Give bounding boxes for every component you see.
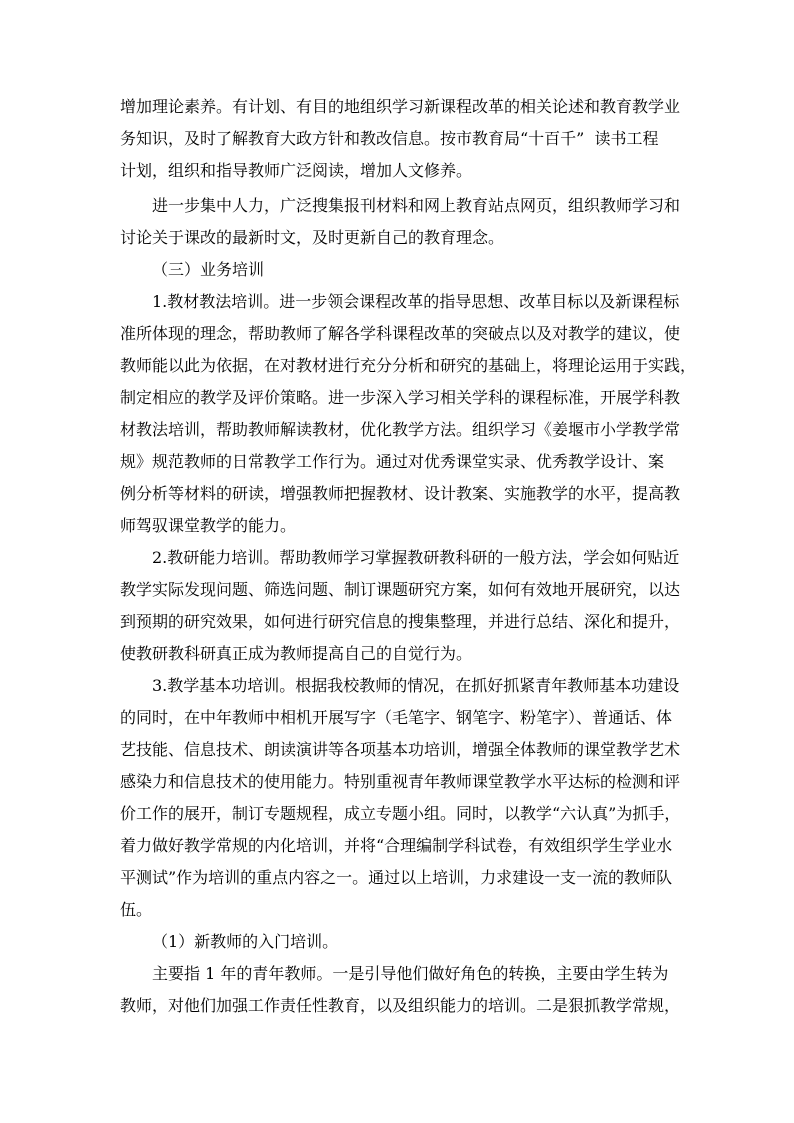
text-line: 艺技能、信息技术、朗读演讲等各项基本功培训，增强全体教师的课堂教学艺术 xyxy=(120,740,681,759)
text-line: 教师，对他们加强工作责任性教育，以及组织能力的培训。二是狠抓教学常规， xyxy=(120,996,681,1015)
text-line: 材教法培训，帮助教师解读教材，优化教学方法。组织学习《姜堰市小学教学常 xyxy=(120,420,681,439)
paragraph-start-line: 3.教学基本功培训。根据我校教师的情况，在抓好抓紧青年教师基本功建设 xyxy=(152,676,680,695)
text-line: 制定相应的教学及评价策略。进一步深入学习相关学科的课程标准，开展学科教 xyxy=(120,388,681,407)
paragraph-start-line: 2.教研能力培训。帮助教师学习掌握教研教科研的一般方法，学会如何贴近 xyxy=(152,548,680,567)
text-line: 准所体现的理念，帮助教师了解各学科课程改革的突破点以及对教学的建议，使 xyxy=(120,324,681,343)
text-line: 教学实际发现问题、筛选问题、制订课题研究方案，如何有效地开展研究，以达 xyxy=(120,580,681,599)
text-line: 着力做好教学常规的内化培训，并将“合理编制学科试卷，有效组织学生学业水 xyxy=(120,836,673,855)
text-line: 计划，组织和指导教师广泛阅读，增加人文修养。 xyxy=(120,161,473,180)
text-line: 教师能以此为依据，在对教材进行充分分析和研究的基础上，将理论运用于实践， xyxy=(120,356,697,375)
text-line: 感染力和信息技术的使用能力。特别重视青年教师课堂教学水平达标的检测和评 xyxy=(120,772,681,791)
sub-heading: （1）新教师的入门培训。 xyxy=(152,932,339,951)
text-line: 使教研教科研真正成为教师提高自己的自觉行为。 xyxy=(120,644,473,663)
text-line: 价工作的展开，制订专题规程，成立专题小组。同时，以教学“六认真”为抓手， xyxy=(120,804,681,823)
paragraph-start-line: 进一步集中人力，广泛搜集报刊材料和网上教育站点网页，组织教师学习和 xyxy=(152,196,681,215)
text-line: 平测试”作为培训的重点内容之一。通过以上培训，力求建设一支一流的教师队 xyxy=(120,868,673,887)
text-line: 伍。 xyxy=(120,900,153,919)
paragraph-start-line: 主要指 1 年的青年教师。一是引导他们做好角色的转换，主要由学生转为 xyxy=(152,964,669,983)
text-line: 讨论关于课改的最新时文，及时更新自己的教育理念。 xyxy=(120,228,505,247)
paragraph-start-line: 1.教材教法培训。进一步领会课程改革的指导思想、改革目标以及新课程标 xyxy=(152,292,680,311)
text-line: 到预期的研究效果，如何进行研究信息的搜集整理，并进行总结、深化和提升， xyxy=(120,612,681,631)
text-line: 例分析等材料的研读，增强教师把握教材、设计教案、实施教学的水平，提高教 xyxy=(120,484,681,503)
text-line: 规》规范教师的日常教学工作行为。通过对优秀课堂实录、优秀教学设计、案 xyxy=(120,452,665,471)
text-line: 增加理论素养。有计划、有目的地组织学习新课程改革的相关论述和教育教学业 xyxy=(120,97,681,116)
text-line: 务知识，及时了解教育大政方针和教改信息。按市教育局“十百千” 读书工程 xyxy=(120,129,659,148)
text-line: 的同时，在中年教师中相机开展写字（毛笔字、钢笔字、粉笔字）、普通话、体 xyxy=(120,708,673,727)
section-heading: （三）业务培训 xyxy=(152,260,265,279)
text-line: 师驾驭课堂教学的能力。 xyxy=(120,516,297,535)
